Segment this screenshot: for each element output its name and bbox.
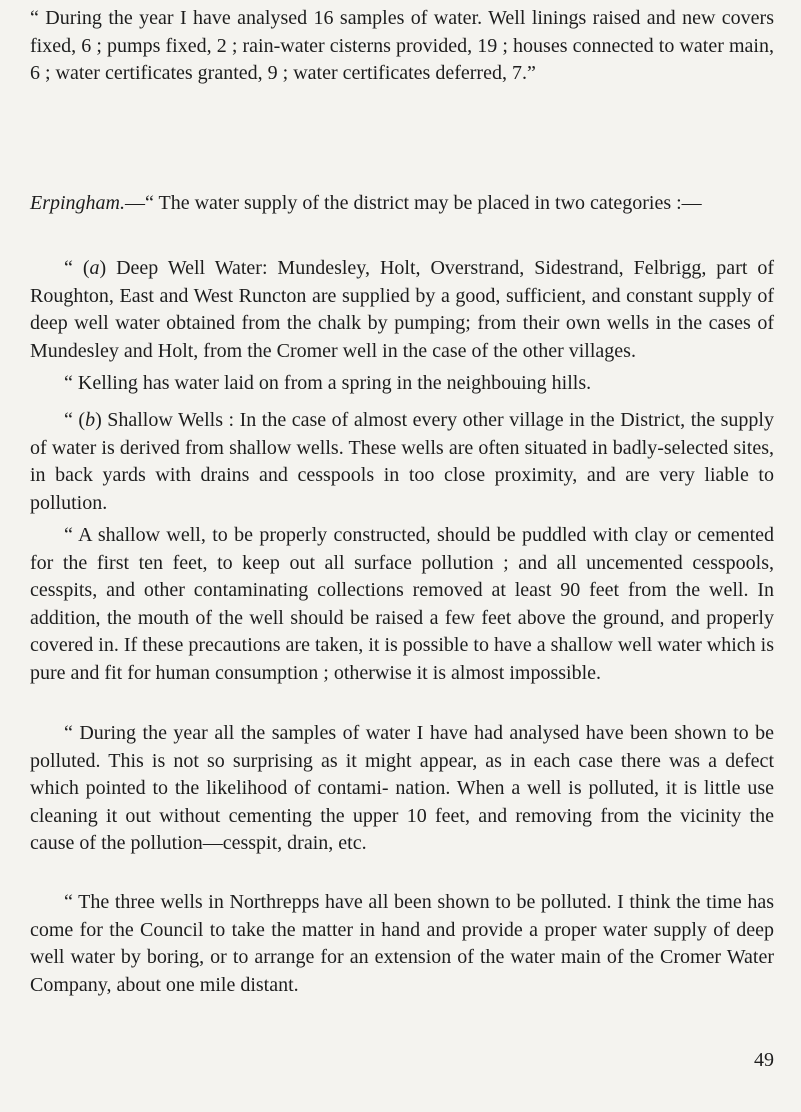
paragraph-well-construction xyxy=(30,522,774,688)
paragraph-shallow-wells xyxy=(30,407,774,517)
paragraph-erpingham-intro xyxy=(30,190,774,218)
paragraph-text: “ Kelling has water laid on from a spring in the neighbouing hills. xyxy=(64,372,592,394)
paragraph-text: “ During the year all the samples of water I have had analysed have been shown to be polluted. This is not so surprising as it might appear, as in each case there was a defect which pointed to the likelihood of contami- nation. When a well is polluted, it is little use cleaning it out without cementing the upper 10 feet, and removing from the vicinity the cause of the pollution—cesspit, drain, etc. xyxy=(30,722,774,855)
list-open: “ ( xyxy=(64,257,90,279)
paragraph-text: “ The three wells in Northrepps have all been shown to be polluted. I think the time has come for the Council to take the matter in hand and provide a proper water supply of deep well water by boring, or to arrange for an extension of the water main of the Cromer Water Company, about one mile distant. xyxy=(30,891,774,996)
paragraph-text: “ A shallow well, to be properly constructed, should be puddled with clay or cemented for the first ten feet, to keep out all surface pollution ; and all uncemented cesspools, cesspits, and other contaminating collections removed at least 90 feet from the well. In addition, the mouth of the well should be raised a few feet above the ground, and properly covered in. If these precautions are taken, it is possible to have a shallow well water which is pure and fit for human consumption ; otherwise it is almost impossible. xyxy=(30,524,774,684)
paragraph-text: “ During the year I have analysed 16 samples of water. Well linings raised and new covers fixed, 6 ; pumps fixed, 2 ; rain-water cisterns provided, 19 ; houses connected to water main, 6 ; water certificates granted, 9 ; water certificates deferred, 7.” xyxy=(30,7,774,85)
list-letter-a: a xyxy=(89,257,100,279)
paragraph-text: —“ The water supply of the district may be placed in two categories :— xyxy=(125,192,702,214)
paragraph-kelling-spring xyxy=(30,370,774,398)
paragraph-deep-well-water xyxy=(30,255,774,365)
district-heading-erpingham: Erpingham. xyxy=(30,192,125,214)
list-letter-b: b xyxy=(85,409,96,431)
list-open: “ ( xyxy=(64,409,86,431)
paragraph-text: ) Deep Well Water: Mundesley, Holt, Overstrand, Sidestrand, Felbrigg, part of Roughton, East and West Runcton are supplied by a good, sufficient, and constant supply of deep well water obtained from the chalk by pumping; from their own wells in the cases of Mundesley and Holt, from the Cromer well in the case of the other villages. xyxy=(30,257,775,362)
paragraph-text: ) Shallow Wells : In the case of almost every other village in the District, the supply of water is derived from shallow wells. These wells are often situated in badly-selected sites, in back yards with drains and cesspools in too close proximity, and are very liable to pollution. xyxy=(30,409,774,514)
paragraph-water-samples-summary xyxy=(30,5,774,88)
document-page xyxy=(30,0,774,1112)
paragraph-polluted-samples xyxy=(30,720,774,858)
page-number: 49 xyxy=(754,1049,774,1071)
paragraph-northrepps-wells xyxy=(30,889,774,999)
